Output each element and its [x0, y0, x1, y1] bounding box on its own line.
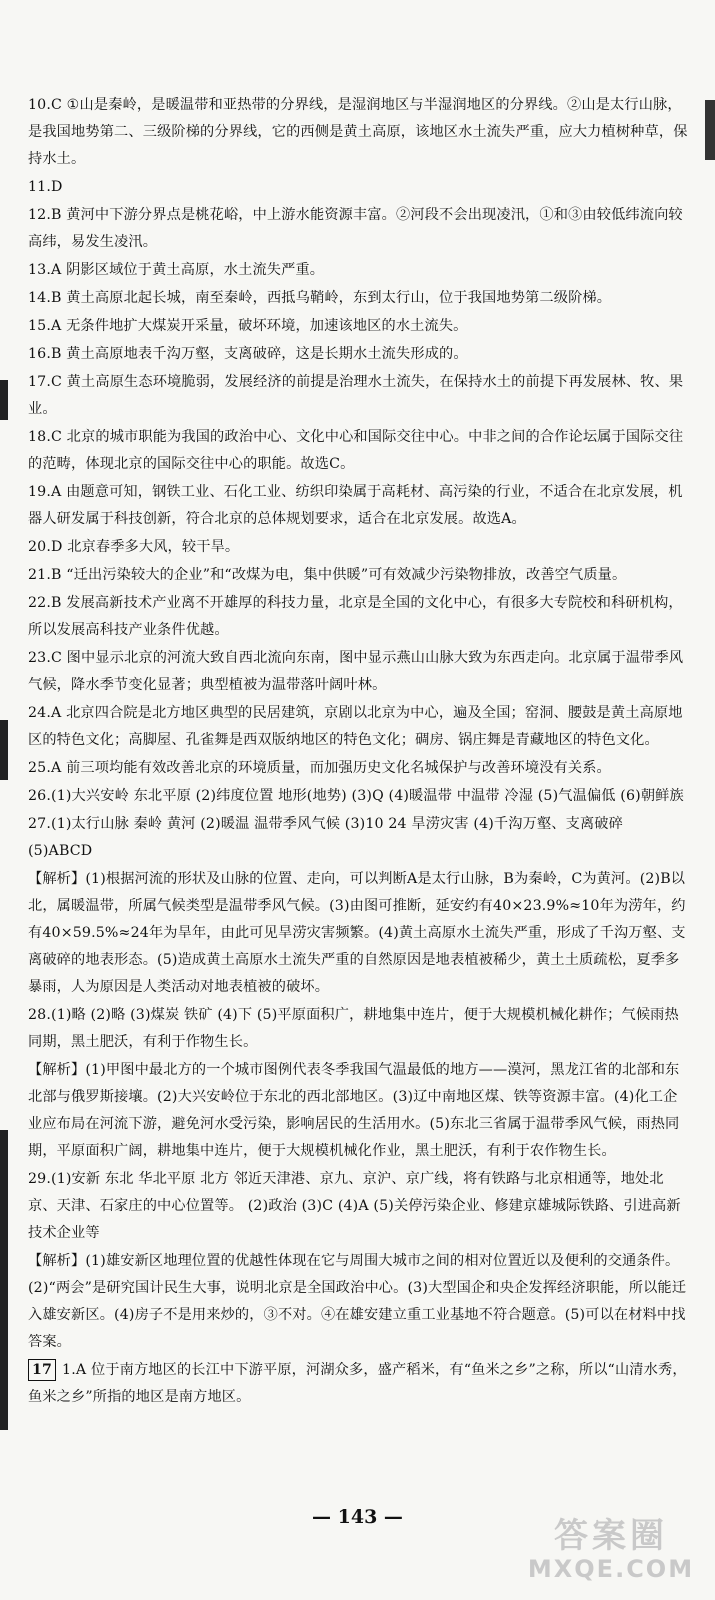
analysis-q27: 【解析】(1)根据河流的形状及山脉的位置、走向，可以判断A是太行山脉，B为秦岭，C为黄河。(2)B以北，属暖温带，所属气候类型是温带季风气候。(3)由图可推断，延安约有40×23.9%≈10年为涝年，约有40×59.5%≈24年为旱年，由此可见旱涝灾害频繁。(4)黄土高原水土流失严重，形成了千沟万壑、支离破碎的地表形态。(5)造成黄土高原水土流失严重的自然原因是地表植被稀少，黄土土质疏松，夏季多暴雨，人为原因是人类活动对地表植被的破坏。	[28, 871, 686, 995]
answer-q24: 24.A 北京四合院是北方地区典型的民居建筑，京剧以北京为中心，遍及全国；窑洞、腰鼓是黄土高原地区的特色文化；高脚屋、孔雀舞是西双版纳地区的特色文化；碉房、锅庄舞是青藏地区的特色文化。	[28, 705, 683, 748]
left-binding-edge-2	[0, 720, 8, 780]
answer-q21: 21.B “迁出污染较大的企业”和“改煤为电，集中供暖”可有效减少污染物排放，改善空气质量。	[28, 567, 627, 583]
answer-q16: 16.B 黄土高原地表千沟万壑，支离破碎，这是长期水土流失形成的。	[28, 346, 468, 362]
section-17	[28, 1357, 688, 1411]
section-number-box: 17	[28, 1359, 56, 1381]
answer-q20: 20.D 北京春季多大风，较干旱。	[28, 539, 240, 555]
answer-q13: 13.A 阴影区域位于黄土高原，水土流失严重。	[28, 262, 325, 278]
watermark-en: MXQE.COM	[527, 1555, 695, 1583]
left-binding-edge-3	[0, 1130, 8, 1430]
answer-q12: 12.B 黄河中下游分界点是桃花峪，中上游水能资源丰富。②河段不会出现凌汛，①和③由较低纬流向较高纬，易发生凌汛。	[28, 207, 683, 250]
answer-q28: 28.(1)略 (2)略 (3)煤炭 铁矿 (4)下 (5)平原面积广，耕地集中连片，便于大规模机械化耕作；气候雨热同期，黑土肥沃，有利于作物生长。	[28, 1007, 679, 1050]
answer-q23: 23.C 图中显示北京的河流大致自西北流向东南，图中显示燕山山脉大致为东西走向。北京属于温带季风气候，降水季节变化显著；典型植被为温带落叶阔叶林。	[28, 650, 684, 693]
right-binding-edge	[705, 100, 715, 160]
answer-q14: 14.B 黄土高原北起长城，南至秦岭，西抵乌鞘岭，东到太行山，位于我国地势第二级阶梯。	[28, 290, 612, 306]
answer-q15: 15.A 无条件地扩大煤炭开采量，破坏环境，加速该地区的水土流失。	[28, 318, 468, 334]
section-17-answer: 1.A 位于南方地区的长江中下游平原，河湖众多，盛产稻米，有“鱼米之乡”之称，所以“山清水秀，鱼米之乡”所指的地区是南方地区。	[28, 1362, 687, 1405]
watermark-cn: 答案圈	[554, 1516, 668, 1556]
answer-q27: 27.(1)太行山脉 秦岭 黄河 (2)暖温 温带季风气候 (3)10 24 旱涝灾害 (4)千沟万壑、支离破碎 (5)ABCD	[28, 816, 623, 859]
page-number: — 143 —	[312, 1506, 403, 1528]
answer-q11: 11.D	[28, 179, 63, 195]
answer-page	[28, 92, 688, 1412]
answer-q22: 22.B 发展高新技术产业离不开雄厚的科技力量，北京是全国的文化中心，有很多大专院校和科研机构，所以发展高科技产业条件优越。	[28, 595, 683, 638]
watermark-logo	[521, 1516, 701, 1588]
answer-q29: 29.(1)安新 东北 华北平原 北方 邻近天津港、京九、京沪、京广线，将有铁路与北京相通等，地处北京、天津、石家庄的中心位置等。 (2)政治 (3)C (4)A (5)关停污染企业、修建京雄城际铁路、引进高新技术企业等	[28, 1171, 681, 1241]
answer-q18: 18.C 北京的城市职能为我国的政治中心、文化中心和国际交往中心。中非之间的合作论坛属于国际交往的范畴，体现北京的国际交往中心的职能。故选C。	[28, 429, 684, 472]
answer-q19: 19.A 由题意可知，钢铁工业、石化工业、纺织印染属于高耗材、高污染的行业，不适合在北京发展，机器人研发属于科技创新，符合北京的总体规划要求，适合在北京发展。故选A。	[28, 484, 683, 527]
analysis-q29: 【解析】(1)雄安新区地理位置的优越性体现在它与周围大城市之间的相对位置近以及便利的交通条件。(2)“两会”是研究国计民生大事，说明北京是全国政治中心。(3)大型国企和央企发挥经济职能，所以能迁入雄安新区。(4)房子不是用来炒的，③不对。④在雄安建立重工业基地不符合题意。(5)可以在材料中找答案。	[28, 1253, 687, 1350]
left-binding-edge-1	[0, 380, 8, 420]
answer-q25: 25.A 前三项均能有效改善北京的环境质量，而加强历史文化名城保护与改善环境没有关系。	[28, 760, 611, 776]
answer-q10: 10.C ①山是秦岭，是暖温带和亚热带的分界线，是湿润地区与半湿润地区的分界线。②山是太行山脉，是我国地势第二、三级阶梯的分界线，它的西侧是黄土高原，该地区水土流失严重，应大力植树种草，保持水土。	[28, 97, 688, 167]
answer-q26: 26.(1)大兴安岭 东北平原 (2)纬度位置 地形(地势) (3)Q (4)暖温带 中温带 冷湿 (5)气温偏低 (6)朝鲜族	[28, 788, 684, 804]
answer-q17: 17.C 黄土高原生态环境脆弱，发展经济的前提是治理水土流失，在保持水土的前提下再发展林、牧、果业。	[28, 374, 684, 417]
analysis-q28: 【解析】(1)甲图中最北方的一个城市图例代表冬季我国气温最低的地方——漠河，黑龙江省的北部和东北部与俄罗斯接壤。(2)大兴安岭位于东北的西北部地区。(3)辽中南地区煤、铁等资源丰富。(4)化工企业应布局在河流下游，避免河水受污染，影响居民的生活用水。(5)东北三省属于温带季风气候，雨热同期，平原面积广阔，耕地集中连片，便于大规模机械化作业，黑土肥沃，有利于农作物生长。	[28, 1062, 680, 1159]
